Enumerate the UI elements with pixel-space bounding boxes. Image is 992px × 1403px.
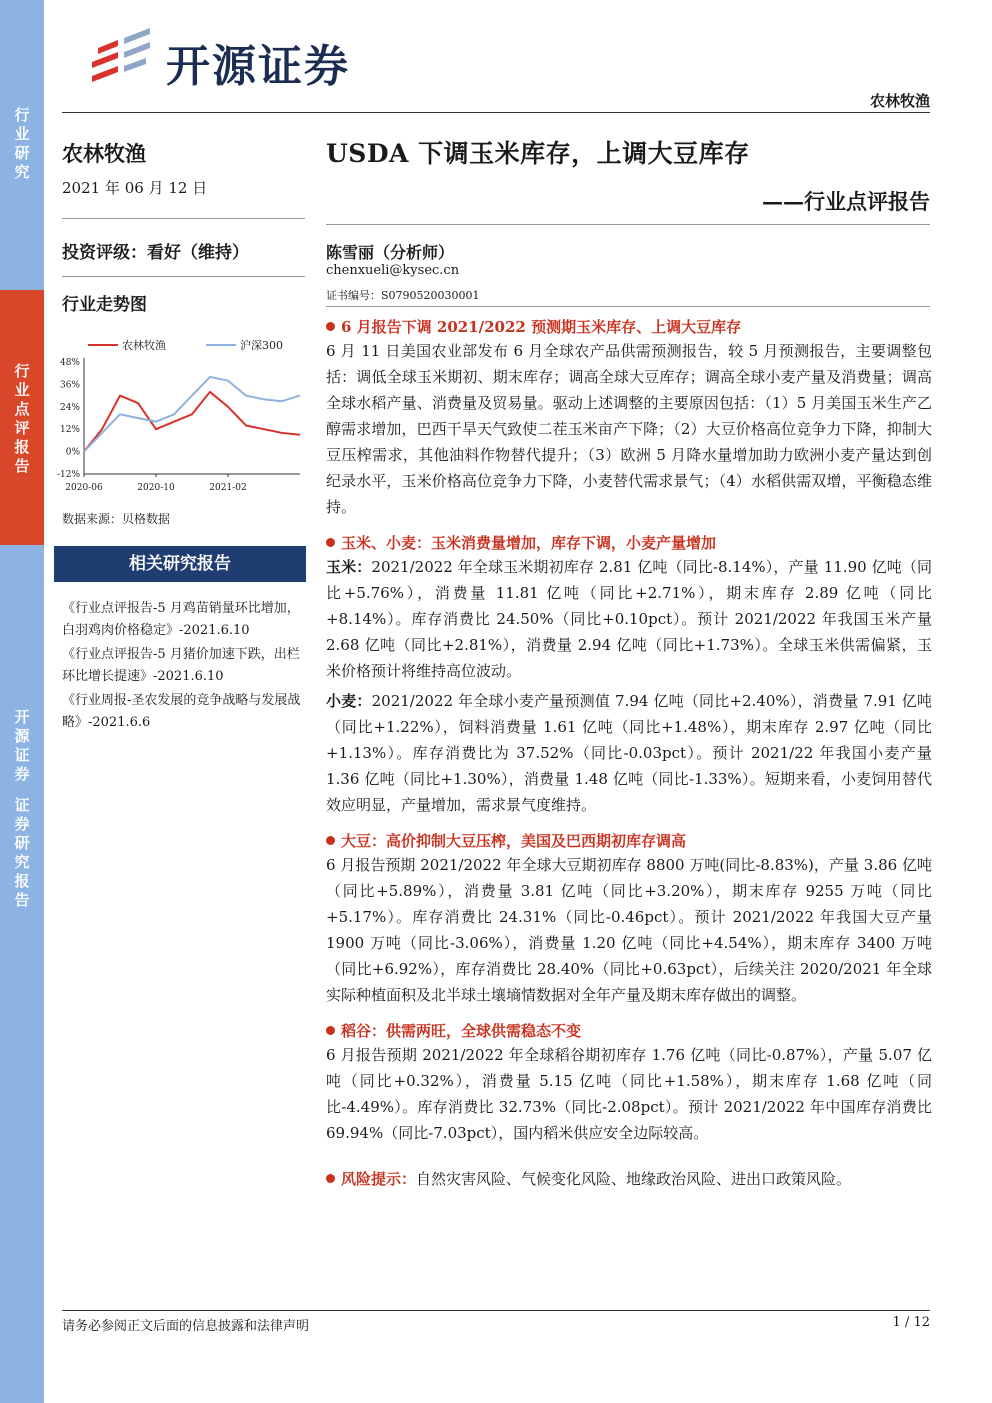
related-reports-header: 相关研究报告 xyxy=(54,546,306,582)
series-line-0 xyxy=(84,392,300,452)
x-tick-label: 2020-06 xyxy=(65,483,103,493)
industry-trend-chart xyxy=(50,328,310,500)
investment-rating: 投资评级：看好（维持） xyxy=(62,243,249,263)
side-bar xyxy=(0,0,44,1403)
side-glyph: 报 xyxy=(14,438,30,456)
sector-label: 农林牧渔 xyxy=(62,141,146,166)
section-overview xyxy=(326,316,932,520)
section-heading: 稻谷：供需两旺，全球供需稳态不变 xyxy=(341,1022,582,1040)
footer-rule xyxy=(62,1310,930,1311)
analyst-name: 陈雪丽（分析师） xyxy=(326,243,455,262)
risk-label: 风险提示： xyxy=(341,1170,417,1188)
risk-text: 自然灾害风险、气候变化风险、地缘政治风险、进出口政策风险。 xyxy=(416,1170,852,1188)
side-glyph: 业 xyxy=(14,381,30,399)
section-heading: 6 月报告下调 2021/2022 预测期玉米库存、上调大豆库存 xyxy=(341,318,742,336)
side-glyph: 证 xyxy=(14,746,30,764)
section-heading: 玉米、小麦：玉米消费量增加，库存下调，小麦产量增加 xyxy=(341,534,717,552)
divider xyxy=(62,218,305,219)
y-tick-label: 48% xyxy=(59,358,80,368)
related-reports-list xyxy=(62,598,308,736)
section-rice xyxy=(326,1020,932,1146)
section-body-wheat xyxy=(326,688,932,818)
divider xyxy=(326,224,930,225)
related-report-link[interactable]: 《行业点评报告-5 月猪价加速下跌，出栏环比增长提速》-2021.6.10 xyxy=(62,647,300,684)
side-glyph: 行 xyxy=(14,106,30,124)
x-tick-label: 2021-02 xyxy=(209,483,247,493)
side-glyph: 评 xyxy=(14,419,30,437)
page-number: 1 / 12 xyxy=(892,1315,930,1330)
side-glyph: 研 xyxy=(14,834,30,852)
section-corn-wheat xyxy=(326,532,932,818)
side-glyph: 券 xyxy=(14,765,30,783)
section-body: 6 月 11 日美国农业部发布 6 月全球农产品供需预测报告，较 5 月预测报告，主要调整包括：调低全球玉米期初、期末库存；调高全球大豆库存；调高全球小麦产量及消费量；调高全球水稻产量、消费量及贸易量。驱动上述调整的主要原因包括：（1）5 月美国玉米生产乙醇需求增加，巴西干旱天气致使二茬玉米亩产下降；（2）大豆价格高位竞争力下降，抑制大豆压榨需求，其他油料作物替代提升；（3）欧洲 5 月降水量增加助力欧洲小麦产量达到创纪录水平，玉米价格高位竞争力下降，小麦替代需求景气；（4）水稻供需双增，平衡稳态维持。 xyxy=(326,342,932,516)
side-glyph: 告 xyxy=(14,891,30,909)
report-date: 2021 年 06 月 12 日 xyxy=(62,179,208,197)
footer-disclaimer: 请务必参阅正文后面的信息披露和法律声明 xyxy=(62,1319,310,1334)
risk-warning xyxy=(326,1168,932,1190)
bullet-icon xyxy=(326,1174,335,1183)
data-source: 数据来源：贝格数据 xyxy=(62,512,171,526)
report-subtitle: ——行业点评报告 xyxy=(762,189,930,214)
side-label-securities-report xyxy=(0,796,44,910)
side-glyph: 研 xyxy=(14,144,30,162)
section-body: 6 月报告预期 2021/2022 年全球大豆期初库存 8800 万吨(同比-8.83%)，产量 3.86 亿吨（同比+5.89%），消费量 3.81 亿吨（同比+3.20%），期末库存 9255 万吨（同比+5.17%）。库存消费比 24.31%（同比-0.46pct）。预计 2021/2022 年我国大豆产量 1900 万吨（同比-3.06%），消费量 1.20 亿吨（同比+4.54%），期末库存 3400 万吨（同比+6.92%），库存消费比 28.40%（同比+0.63pct），后续关注 2020/2021 年全球实际种植面积及北半球土壤墒情数据对全年产量及期末库存做出的调整。 xyxy=(326,856,932,1004)
side-glyph: 证 xyxy=(14,796,30,814)
side-label-kaiyuan xyxy=(0,708,44,784)
x-tick-label: 2020-10 xyxy=(137,483,175,493)
y-tick-label: -12% xyxy=(56,470,80,480)
brand-name: 开源证券 xyxy=(166,41,350,92)
side-glyph: 报 xyxy=(14,872,30,890)
section-body-corn xyxy=(326,554,932,684)
y-tick-label: 0% xyxy=(65,447,80,458)
wheat-text: 2021/2022 年全球小麦产量预测值 7.94 亿吨（同比+2.40%），消费量 7.91 亿吨（同比+1.22%），饲料消费量 1.61 亿吨（同比+1.48%），期末库存 2.97 亿吨（同比+1.13%）。库存消费比为 37.52%（同比-0.03pct）。预计 2021/22 年我国小麦产量 1.36 亿吨（同比+1.30%），消费量 1.48 亿吨（同比-1.33%）。短期来看，小麦饲用替代效应明显，产量增加，需求景气度维持。 xyxy=(326,692,932,814)
report-title: USDA 下调玉米库存，上调大豆库存 xyxy=(326,139,750,168)
trend-title: 行业走势图 xyxy=(62,295,147,315)
section-soybean xyxy=(326,830,932,1008)
side-glyph: 源 xyxy=(14,727,30,745)
side-glyph: 点 xyxy=(14,400,30,418)
corn-text: 2021/2022 年全球玉米期初库存 2.81 亿吨（同比-8.14%），产量 11.90 亿吨（同比+5.76%），消费量 11.81 亿吨（同比+2.71%），期末库存 2.89 亿吨（同比+8.14%）。库存消费比 24.50%（同比+0.10pct）。预计 2021/2022 年我国玉米产量 2.68 亿吨（同比+2.81%），消费量 2.94 亿吨（同比+1.73%）。全球玉米供需偏紧，玉米价格预计将维持高位波动。 xyxy=(326,558,932,680)
side-glyph: 告 xyxy=(14,457,30,475)
side-glyph: 券 xyxy=(14,815,30,833)
header-rule xyxy=(62,112,930,113)
legend-label: 沪深300 xyxy=(240,339,283,352)
related-report-link[interactable]: 《行业点评报告-5 月鸡苗销量环比增加，白羽鸡肉价格稳定》-2021.6.10 xyxy=(62,601,300,638)
header-sector: 农林牧渔 xyxy=(869,92,930,110)
side-label-industry-research xyxy=(0,106,44,182)
wheat-label: 小麦： xyxy=(326,692,372,710)
brand-logo-icon xyxy=(88,24,168,94)
side-glyph: 究 xyxy=(14,163,30,181)
side-glyph: 开 xyxy=(14,708,30,726)
y-tick-label: 36% xyxy=(59,380,80,391)
related-report-link[interactable]: 《行业周报-圣农发展的竞争战略与发展战略》-2021.6.6 xyxy=(62,693,301,730)
divider xyxy=(326,306,930,307)
legend-label: 农林牧渔 xyxy=(122,339,166,352)
section-heading: 大豆：高价抑制大豆压榨，美国及巴西期初库存调高 xyxy=(341,832,687,850)
side-glyph: 业 xyxy=(14,125,30,143)
bullet-icon xyxy=(326,836,335,845)
bullet-icon xyxy=(326,1026,335,1035)
side-label-industry-review xyxy=(0,362,44,476)
corn-label: 玉米： xyxy=(326,558,372,576)
bullet-icon xyxy=(326,538,335,547)
side-glyph: 究 xyxy=(14,853,30,871)
side-glyph: 行 xyxy=(14,362,30,380)
analyst-cert: 证书编号：S0790520030001 xyxy=(326,289,480,302)
bullet-icon xyxy=(326,322,335,331)
y-tick-label: 12% xyxy=(59,425,80,436)
y-tick-label: 24% xyxy=(59,402,80,413)
section-body: 6 月报告预期 2021/2022 年全球稻谷期初库存 1.76 亿吨（同比-0.87%），产量 5.07 亿吨（同比+0.32%），消费量 5.15 亿吨（同比+1.58%），期末库存 1.68 亿吨（同比-4.49%）。库存消费比 32.73%（同比-2.08pct）。预计 2021/2022 年中国库存消费比 69.94%（同比-7.03pct），国内稻米供应安全边际较高。 xyxy=(326,1046,932,1142)
analyst-email[interactable]: chenxueli@kysec.cn xyxy=(326,263,460,278)
divider xyxy=(62,276,305,277)
